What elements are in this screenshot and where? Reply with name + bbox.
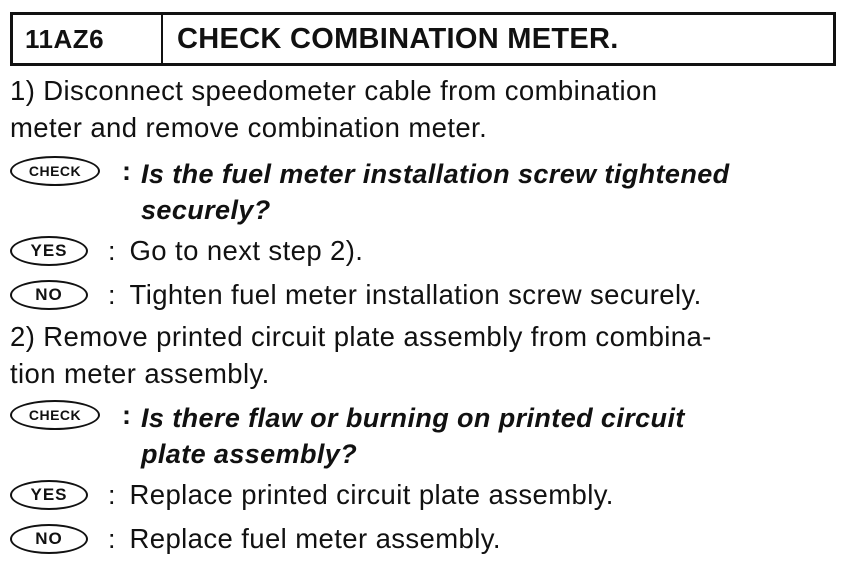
- check-badge: CHECK: [10, 156, 100, 186]
- yes-badge: YES: [10, 236, 88, 266]
- step2-check-row: [10, 400, 840, 472]
- colon: :: [122, 156, 131, 186]
- section-title: CHECK COMBINATION METER.: [177, 22, 619, 55]
- step1-line2: meter and remove combination meter.: [10, 112, 488, 143]
- step1-line1: 1) Disconnect speedometer cable from combination: [10, 75, 658, 106]
- section-header: [10, 12, 836, 66]
- yes-badge: YES: [10, 480, 88, 510]
- step2-no-text: Replace fuel meter assembly.: [129, 523, 501, 554]
- step1-no-text: Tighten fuel meter installation screw securely.: [129, 279, 702, 310]
- colon: :: [108, 280, 116, 310]
- step2-no-row: [10, 524, 840, 554]
- step2-question-line2: plate assembly?: [141, 439, 358, 469]
- colon: :: [108, 524, 116, 554]
- no-badge: NO: [10, 524, 88, 554]
- no-badge: NO: [10, 280, 88, 310]
- step2-line1: 2) Remove printed circuit plate assembly from combina-: [10, 321, 712, 352]
- step1-yes-text: Go to next step 2).: [129, 235, 364, 266]
- step1-question-line2: securely?: [141, 195, 271, 225]
- step1-no-row: [10, 280, 840, 310]
- step1-yes-row: [10, 236, 840, 266]
- check-badge: CHECK: [10, 400, 100, 430]
- colon: :: [108, 236, 116, 266]
- step2-question-line1: Is there flaw or burning on printed circuit: [141, 403, 685, 433]
- step2-line2: tion meter assembly.: [10, 358, 270, 389]
- step1-question-line1: Is the fuel meter installation screw tightened: [141, 159, 730, 189]
- step2-yes-row: [10, 480, 840, 510]
- colon: :: [122, 400, 131, 430]
- colon: :: [108, 480, 116, 510]
- step2-yes-text: Replace printed circuit plate assembly.: [129, 479, 614, 510]
- step1-check-row: [10, 156, 840, 228]
- step1-question: [141, 156, 730, 228]
- section-code: 11AZ6: [13, 15, 163, 63]
- step2-question: [141, 400, 685, 472]
